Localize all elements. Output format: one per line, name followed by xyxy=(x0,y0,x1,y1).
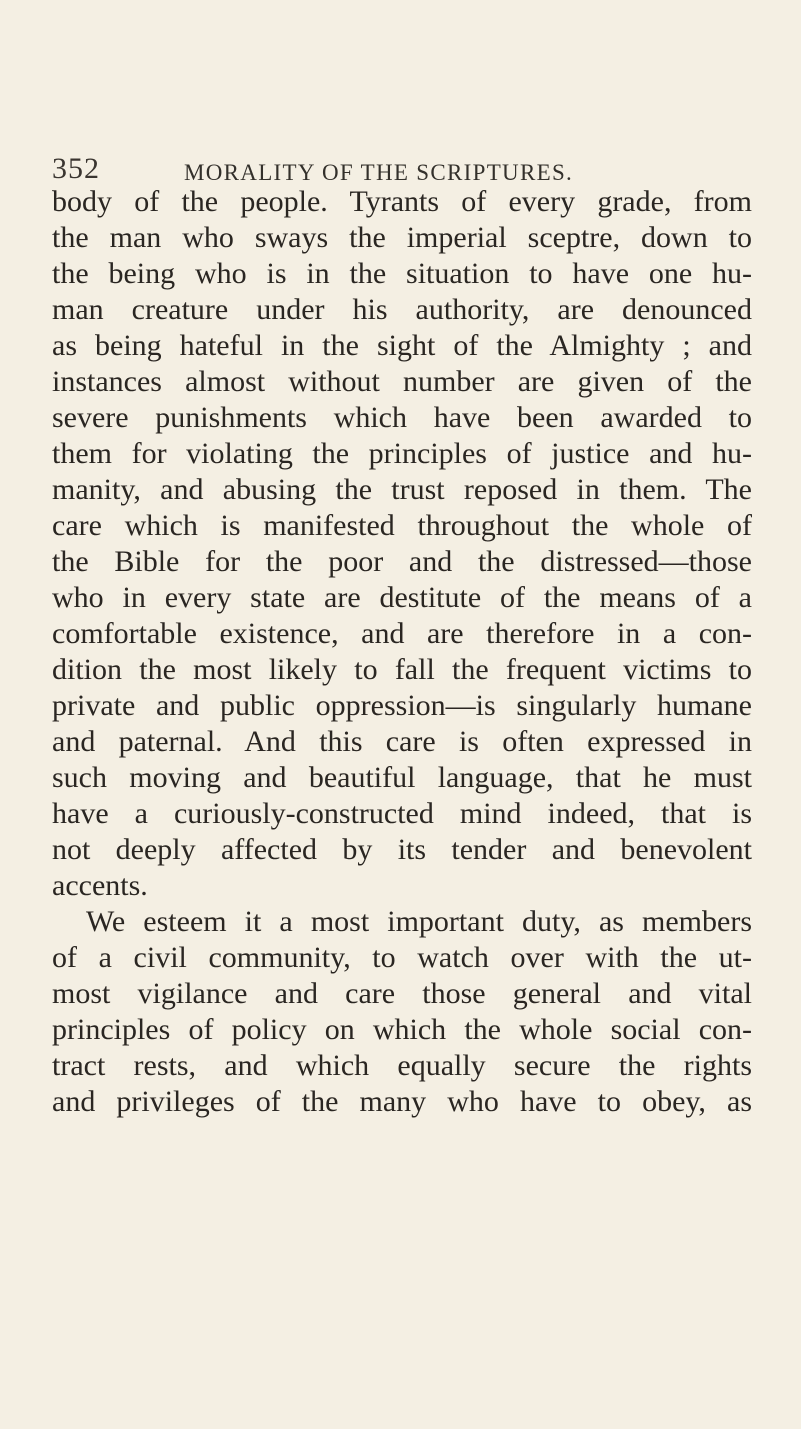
text-line: such moving and beautiful language, that he must xyxy=(52,761,752,794)
text-line: dition the most likely to fall the frequent victims to xyxy=(52,653,752,686)
text-line: severe punishments which have been awarded to xyxy=(52,401,752,434)
text-line: man creature under his authority, are denounced xyxy=(52,293,752,326)
text-line: the man who sways the imperial sceptre, down to xyxy=(52,221,752,254)
text-line: tract rests, and which equally secure the rights xyxy=(52,1049,752,1082)
text-line: instances almost without number are given of the xyxy=(52,365,752,398)
text-line: the being who is in the situation to have one hu- xyxy=(52,257,752,290)
text-line: principles of policy on which the whole social con- xyxy=(52,1013,752,1046)
text-line: manity, and abusing the trust reposed in them. The xyxy=(52,473,752,506)
text-line: and privileges of the many who have to obey, as xyxy=(52,1085,752,1118)
page-number: 352 xyxy=(52,152,100,185)
text-line: private and public oppression—is singularly humane xyxy=(52,689,752,722)
paragraph xyxy=(52,184,752,904)
text-line: the Bible for the poor and the distressed—those xyxy=(52,545,752,578)
text-line: accents. xyxy=(52,869,148,902)
paragraph xyxy=(52,904,752,1120)
text-line: not deeply affected by its tender and benevolent xyxy=(52,833,752,866)
text-line: comfortable existence, and are therefore in a con- xyxy=(52,617,752,650)
text-line: care which is manifested throughout the whole of xyxy=(52,509,752,542)
body-text xyxy=(52,184,752,1120)
text-line: of a civil community, to watch over with the ut- xyxy=(52,941,752,974)
text-line: them for violating the principles of justice and hu- xyxy=(52,437,752,470)
text-line: most vigilance and care those general and vital xyxy=(52,977,752,1010)
text-line: body of the people. Tyrants of every grade, from xyxy=(52,185,752,218)
text-line: and paternal. And this care is often expressed in xyxy=(52,725,752,758)
running-head: MORALITY OF THE SCRIPTURES. xyxy=(184,160,574,185)
text-line: who in every state are destitute of the means of a xyxy=(52,581,752,614)
text-line: as being hateful in the sight of the Almighty ; and xyxy=(52,329,752,362)
text-line: have a curiously-constructed mind indeed, that is xyxy=(52,797,752,830)
text-line: We esteem it a most important duty, as members xyxy=(86,905,752,938)
